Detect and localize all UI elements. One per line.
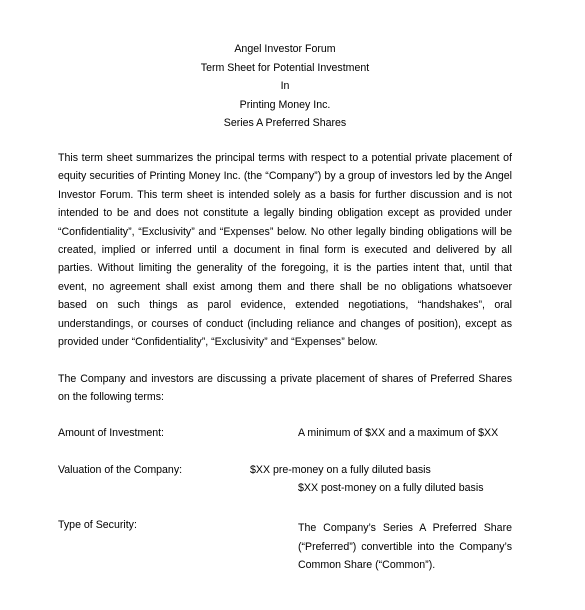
- intro-line: “Confidentiality”, “Exclusivity” and “Expenses” below. No other legally binding obligations will be: [58, 225, 512, 238]
- document-title-block: [0, 40, 570, 133]
- intro-line: created, implied or inferred until a document in final form is executed and delivered by all: [58, 243, 512, 256]
- title-line-organization: Angel Investor Forum: [234, 43, 336, 55]
- discussion-line: The Company and investors are discussing a private placement of shares of Preferred Shares: [58, 373, 512, 385]
- intro-line: provided under “Confidentiality”, “Exclusivity” and “Expenses” below.: [58, 335, 378, 348]
- intro-line: intended to be and does not constitute a legally binding obligation except as provided under: [58, 207, 512, 220]
- intro-line: This term sheet summarizes the principal terms with respect to a potential private placement of: [58, 152, 512, 164]
- amount-of-investment-label: Amount of Investment:: [58, 427, 164, 439]
- intro-line: understandings, or courses of conduct (including reliance and changes of position), except as: [58, 317, 512, 330]
- intro-paragraph: [58, 149, 512, 351]
- discussion-line: on the following terms:: [58, 391, 164, 404]
- type-of-security-label: Type of Security:: [58, 519, 137, 531]
- security-line: (“Preferred”) convertible into the Company’s: [298, 540, 512, 553]
- title-line-series: Series A Preferred Shares: [223, 117, 347, 129]
- valuation-pre-money-value: $XX pre-money on a fully diluted basis: [250, 464, 431, 476]
- valuation-label: Valuation of the Company:: [58, 464, 183, 476]
- type-of-security-value: [298, 519, 512, 575]
- intro-line: parties. Without limiting the generality of the foregoing, it is the parties intent that, until that: [58, 262, 512, 275]
- security-line: The Company’s Series A Preferred Share: [298, 522, 512, 534]
- title-line-document-type: Term Sheet for Potential Investment: [200, 61, 370, 74]
- amount-of-investment-value: A minimum of $XX and a maximum of $XX: [298, 427, 499, 439]
- discussion-paragraph: [58, 370, 512, 407]
- intro-line: equity securities of Printing Money Inc. (the “Company”) by a group of investors led by the Angel: [58, 170, 512, 183]
- title-line-company: Printing Money Inc.: [239, 98, 331, 111]
- security-line: Common Share (“Common”).: [298, 559, 436, 571]
- valuation-post-money-value: $XX post-money on a fully diluted basis: [298, 482, 484, 494]
- intro-line: event, no agreement shall exist among them and there shall be no obligations whatsoever: [58, 280, 512, 293]
- intro-line: based on such things as parol evidence, extended negotiations, “handshakes”, oral: [58, 299, 512, 312]
- title-line-in: In: [280, 80, 290, 92]
- intro-line: Investor Forum. This term sheet is intended solely as a basis for further discussion and is not: [58, 188, 512, 201]
